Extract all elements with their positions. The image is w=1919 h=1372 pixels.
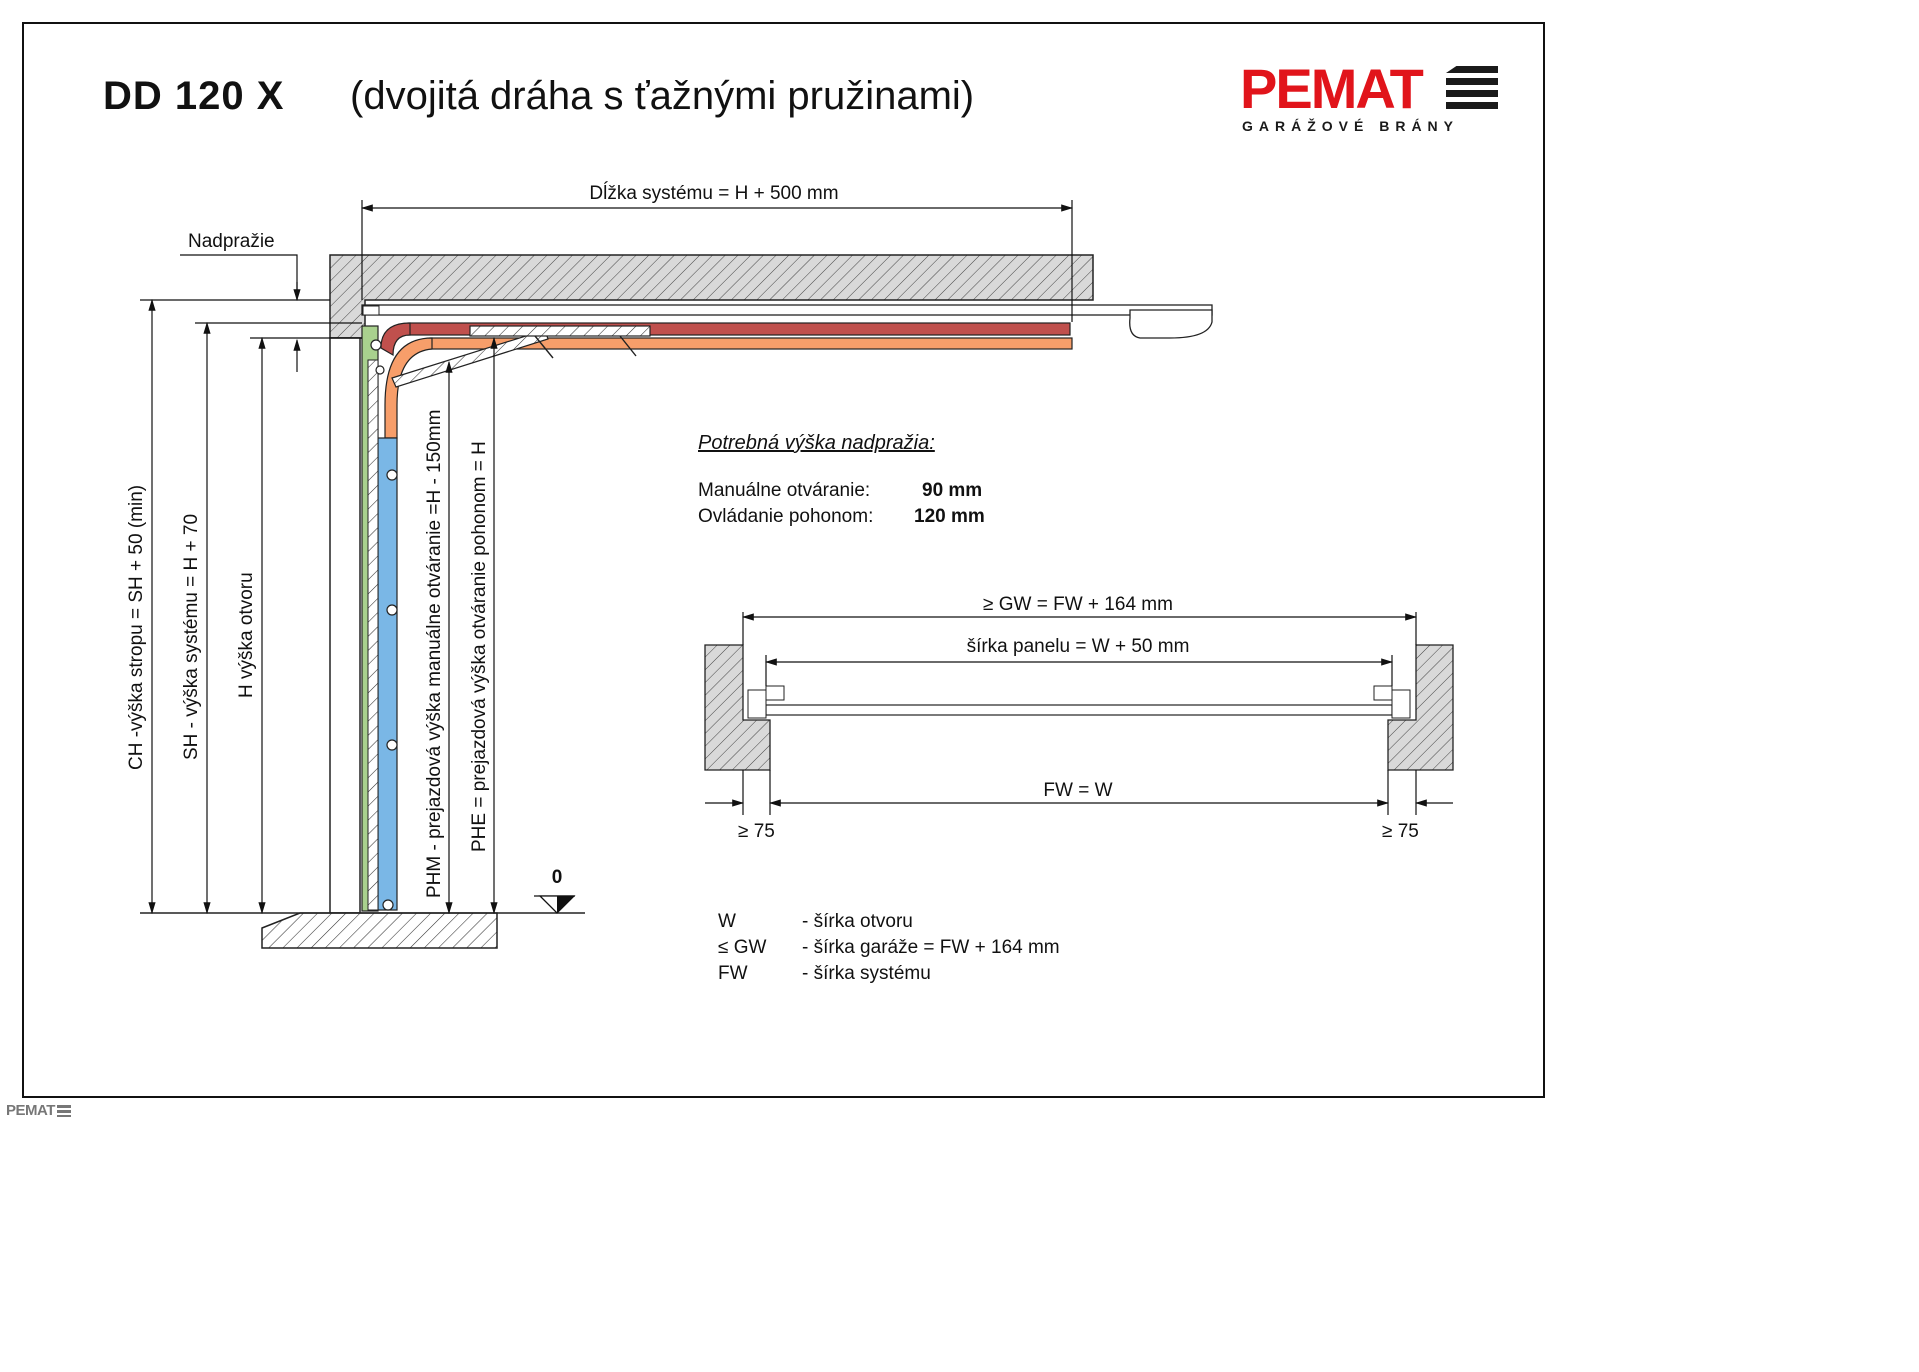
- footer-logo: PEMAT: [6, 1102, 71, 1119]
- side-clearance-right: ≥ 75: [1382, 821, 1419, 842]
- legend-desc: - šírka otvoru: [802, 911, 913, 932]
- page-title: DD 120 X: [103, 74, 285, 118]
- logo-wordmark: PEMAT: [1240, 57, 1422, 120]
- legend-key: ≤ GW: [718, 937, 767, 958]
- legend-desc: - šírka systému: [802, 963, 931, 984]
- legend: [718, 909, 1060, 987]
- requirement-value: 120 mm: [914, 506, 985, 527]
- sh-label: SH - výška systému = H + 70: [181, 513, 202, 760]
- gw-label: ≥ GW = FW + 164 mm: [983, 594, 1173, 615]
- system-length-label: Dĺžka systému = H + 500 mm: [589, 183, 839, 204]
- fw-label: FW = W: [1043, 780, 1113, 801]
- requirement-heading: Potrebná výška nadpražia:: [698, 432, 935, 454]
- phe-label: PHE = prejazdová výška otváranie pohonom = H: [469, 441, 490, 852]
- requirement-value: 90 mm: [922, 480, 983, 501]
- lintel-label: Nadpražie: [188, 231, 275, 252]
- legend-key: FW: [718, 963, 748, 984]
- panel-width-label: šírka panelu = W + 50 mm: [966, 636, 1190, 657]
- h-label: H výška otvoru: [236, 572, 257, 698]
- lintel-requirement: [698, 430, 985, 530]
- requirement-label: Ovládanie pohonom:: [698, 506, 874, 527]
- requirement-row: [698, 504, 985, 530]
- legend-key: W: [718, 911, 736, 932]
- lintel-dimension: [140, 255, 362, 372]
- vertical-track: [368, 360, 378, 910]
- floor-level-icon: [534, 896, 575, 913]
- legend-row: [718, 909, 1060, 935]
- requirement-label: Manuálne otváranie:: [698, 480, 871, 501]
- side-clearance-left: ≥ 75: [738, 821, 775, 842]
- legend-row: [718, 935, 1060, 961]
- requirement-row: [698, 478, 985, 504]
- phm-label: PHM - prejazdová výška manuálne otváranie =H - 150mm: [424, 409, 445, 898]
- ch-label: CH -výška stropu = SH + 50 (min): [126, 484, 147, 770]
- legend-row: [718, 961, 1060, 987]
- wall: [330, 338, 360, 913]
- page-subtitle: (dvojitá dráha s ťažnými pružinami): [350, 74, 975, 118]
- floor-level-label: 0: [551, 867, 563, 888]
- logo-tagline: GARÁŽOVÉ BRÁNY: [1242, 118, 1460, 134]
- floor-slab: [140, 913, 585, 948]
- door-panel: [378, 438, 397, 910]
- legend-desc: - šírka garáže = FW + 164 mm: [802, 937, 1060, 958]
